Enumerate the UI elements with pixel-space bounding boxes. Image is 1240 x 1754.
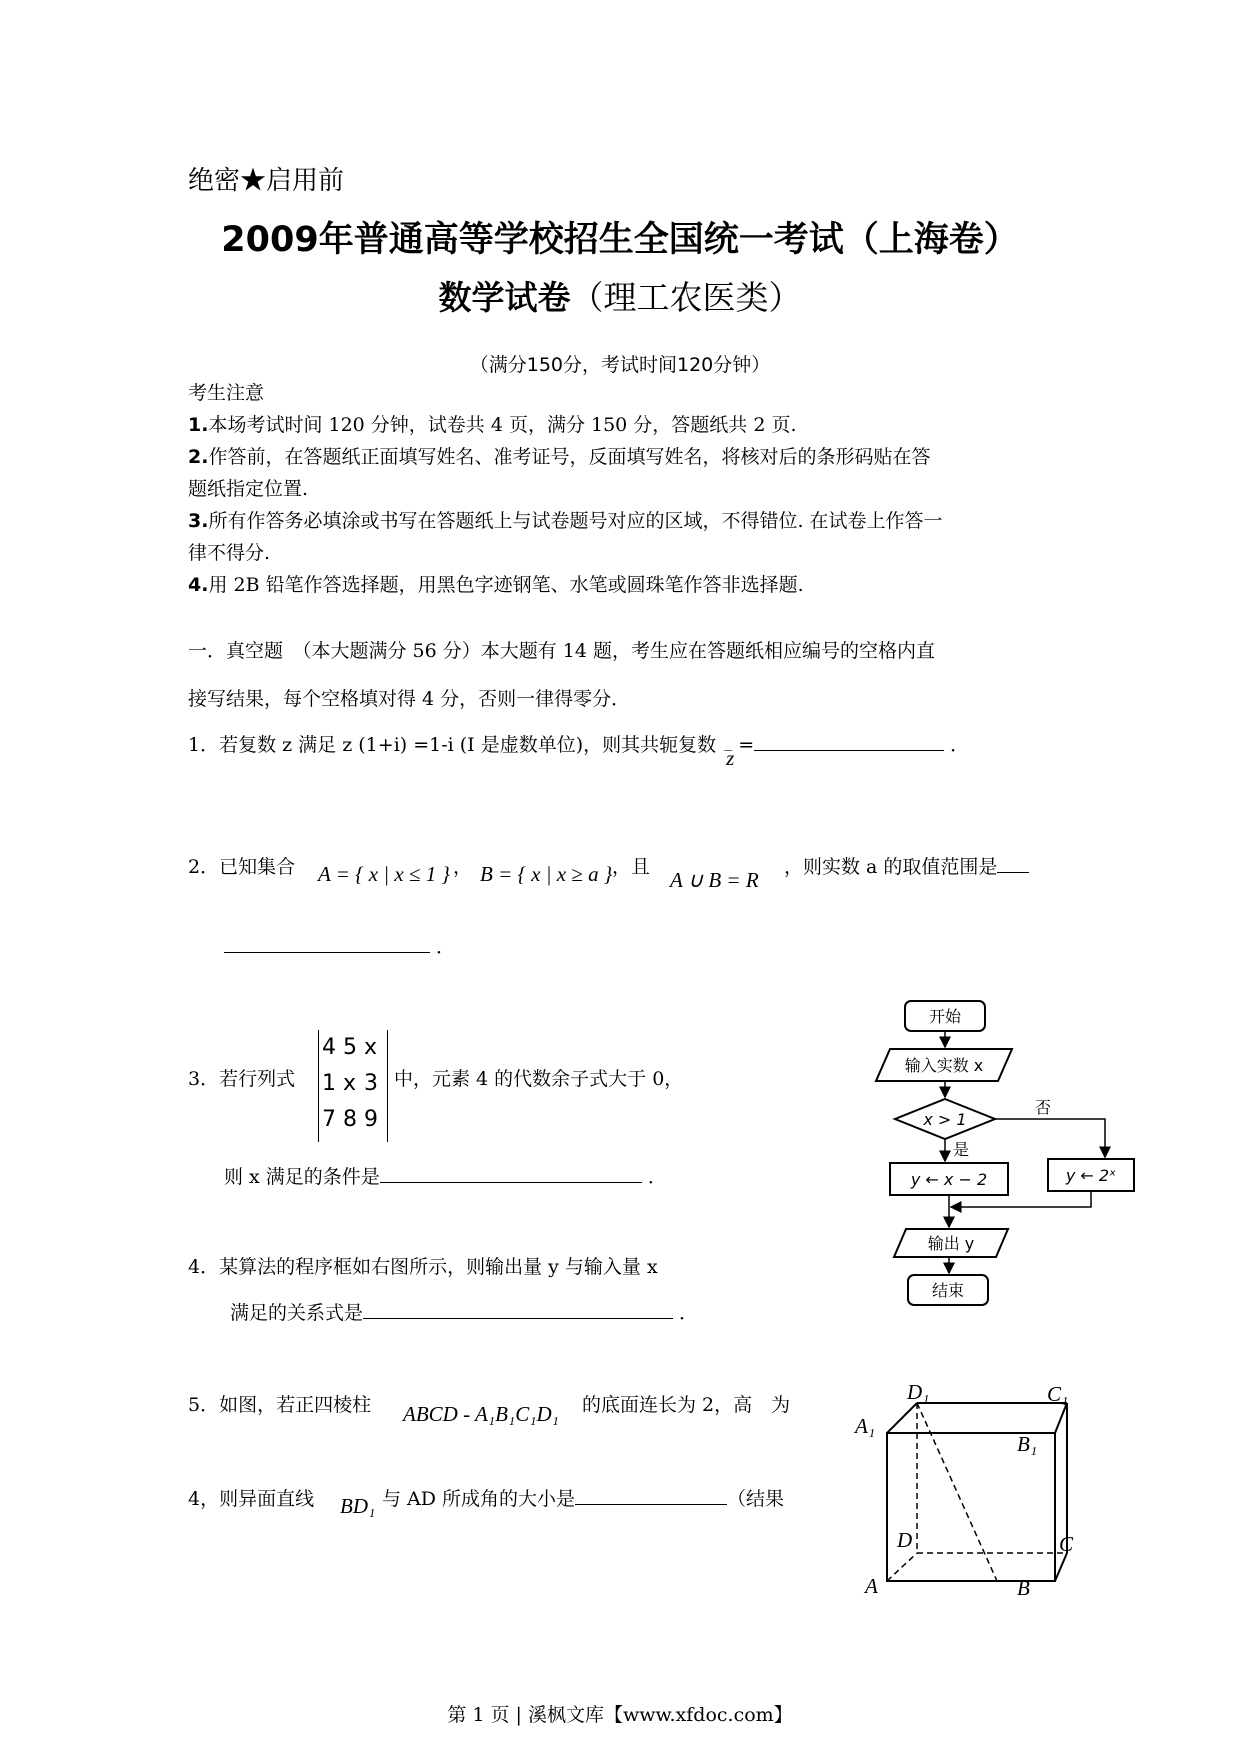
exam-subtitle — [0, 272, 1240, 319]
det-cell: 7 — [322, 1107, 336, 1132]
label-A1: A₁ — [855, 1414, 876, 1438]
q3-line-2: 则 x 满足的条件是 ． — [224, 1166, 667, 1188]
flow-no-label: 否 — [1035, 1098, 1052, 1117]
hidden-edge — [887, 1553, 917, 1581]
q5-answer-blank[interactable] — [575, 1486, 727, 1505]
question-1: 1．若复数 z 满足 z (1+i) =1-i (I 是虚数单位)，则其共轭复数 _ z= ． — [188, 732, 970, 770]
label-C: C — [1059, 1532, 1074, 1556]
q3-determinant — [318, 1030, 388, 1142]
q5-line-2b — [382, 1484, 784, 1511]
label-D: D — [897, 1528, 913, 1552]
label-B1: B₁ — [1017, 1432, 1038, 1456]
q5-line-2a: 4，则异面直线 — [188, 1488, 315, 1510]
note-4 — [188, 570, 804, 597]
note-1-text: 本场考试时间 120 分钟，试卷共 4 页，满分 150 分，答题纸共 2 页. — [208, 414, 797, 436]
q3-answer-blank[interactable] — [380, 1164, 642, 1183]
det-row-1 — [319, 1030, 387, 1066]
flow-input-label: 输入实数 x — [904, 1056, 984, 1075]
q3-line-2-text: 则 x 满足的条件是 — [224, 1166, 380, 1188]
det-cell: x — [343, 1071, 357, 1096]
note-4-num: 4. — [188, 574, 209, 596]
note-1 — [188, 410, 797, 437]
q2-comma-1: ， — [453, 856, 473, 878]
q2-number: 2． — [188, 856, 220, 878]
det-cell: 4 — [322, 1035, 336, 1060]
q1-zbar: _ z — [724, 732, 735, 770]
q2-union: A ∪ B = R — [670, 868, 759, 892]
det-cell: 9 — [364, 1107, 378, 1132]
q4-line-2: 满足的关系式是 ． — [230, 1302, 699, 1324]
q2-tail — [784, 852, 1029, 879]
q5-line-2b-text: 与 AD 所成角的大小是 — [382, 1488, 576, 1510]
q5-line-2c: （结果 — [727, 1488, 785, 1510]
label-B: B — [1017, 1576, 1030, 1600]
q2-and-text: 且 — [631, 856, 651, 878]
q2-and: ，且 — [612, 856, 651, 878]
label-A: A — [865, 1574, 878, 1598]
question-2 — [188, 852, 295, 879]
note-4-text: 用 2B 铅笔作答选择题，用黑色字迹钢笔、水笔或圆珠笔作答非选择题. — [208, 574, 804, 596]
question-3 — [188, 1064, 295, 1091]
subtitle-bold: 数学试卷 — [438, 278, 571, 317]
q4-text: 某算法的程序框如右图所示，则输出量 y 与输入量 x — [219, 1256, 658, 1278]
q2-text: 已知集合 — [219, 856, 296, 878]
score-time-line: （满分150分，考试时间120分钟） — [469, 354, 771, 376]
confidential-label: 绝密★启用前 — [188, 166, 345, 196]
det-cell: 5 — [343, 1035, 357, 1060]
q1-number: 1． — [188, 734, 220, 756]
q1-answer-blank[interactable] — [754, 732, 944, 751]
q1-z: z — [726, 746, 735, 770]
label-C1: C₁ — [1047, 1385, 1069, 1406]
q2-answer-blank-b[interactable] — [224, 934, 430, 953]
flow-yes-label: 是 — [953, 1140, 970, 1159]
note-2-cont: 题纸指定位置. — [188, 478, 309, 500]
flow-left-label: y ← x − 2 — [910, 1170, 988, 1189]
q5-number: 5． — [188, 1394, 220, 1416]
q2-line-2: ． — [224, 932, 455, 959]
page-footer: 第 1 页 | 溪枫文库【www.xfdoc.com】 — [447, 1704, 793, 1726]
note-3-text: 所有作答务必填涂或书写在答题纸上与试卷题号对应的区域，不得错位. 在试卷上作答一 — [208, 510, 943, 532]
flow-right-label: y ← 2ˣ — [1065, 1166, 1117, 1185]
note-1-num: 1. — [188, 414, 209, 436]
note-2-num: 2. — [188, 446, 209, 468]
q3-number: 3． — [188, 1068, 220, 1090]
q2-set-a: A = { x | x ≤ 1 } — [318, 862, 450, 886]
note-3 — [188, 506, 943, 533]
note-3-num: 3. — [188, 510, 209, 532]
q5-prism: ABCD - A₁B₁C₁D₁ — [403, 1402, 559, 1426]
q4-line-2-text: 满足的关系式是 — [230, 1302, 364, 1324]
notes-heading: 考生注意 — [188, 382, 265, 404]
det-row-3 — [319, 1102, 387, 1138]
q5-text: 如图，若正四棱柱 — [219, 1394, 372, 1416]
det-cell: x — [364, 1035, 378, 1060]
q4-answer-blank[interactable] — [363, 1300, 673, 1319]
det-cell: 3 — [364, 1071, 378, 1096]
question-5 — [188, 1390, 371, 1417]
det-row-2 — [319, 1066, 387, 1102]
flow-end-label: 结束 — [931, 1281, 965, 1300]
note-2-text: 作答前，在答题纸正面填写姓名、准考证号，反面填写姓名，将核对后的条形码贴在答 — [208, 446, 931, 468]
note-3-cont: 律不得分. — [188, 542, 271, 564]
det-cell: 8 — [343, 1107, 357, 1132]
q2-tail-text: ，则实数 a 的取值范围是 — [784, 856, 998, 878]
section-line-1: 一．真空题 （本大题满分 56 分）本大题有 14 题，考生应在答题纸相应编号的空格内直 — [188, 640, 936, 662]
note-2 — [188, 442, 930, 469]
flow-start-label: 开始 — [928, 1007, 962, 1026]
prism-figure — [845, 1385, 1085, 1600]
question-4 — [188, 1252, 658, 1279]
exam-title: 2009年普通高等学校招生全国统一考试（上海卷） — [221, 220, 1019, 260]
q2-answer-blank-a[interactable] — [997, 854, 1029, 873]
label-D1: D₁ — [907, 1385, 930, 1404]
flow-condition-label: x > 1 — [923, 1110, 967, 1129]
q1-text: 若复数 z 满足 z (1+i) =1-i (I 是虚数单位)，则其共轭复数 — [219, 734, 717, 756]
q3-text: 若行列式 — [219, 1068, 296, 1090]
subtitle-rest: （理工农医类） — [570, 278, 802, 317]
q5-bd1: BD₁ — [340, 1494, 376, 1518]
det-cell: 1 — [322, 1071, 336, 1096]
q1-eq: = — [738, 734, 755, 756]
flowchart — [850, 995, 1150, 1325]
section-line-2: 接写结果，每个空格填对得 4 分，否则一律得零分． — [188, 688, 631, 710]
q2-set-b: B = { x | x ≥ a } — [480, 862, 613, 886]
flow-output-label: 输出 y — [927, 1234, 975, 1253]
diagonal-bd1 — [917, 1403, 997, 1581]
q4-number: 4． — [188, 1256, 220, 1278]
q5-tail: 的底面连长为 2，高 为 — [582, 1394, 791, 1416]
q3-tail: 中，元素 4 的代数余子式大于 0， — [394, 1068, 684, 1090]
